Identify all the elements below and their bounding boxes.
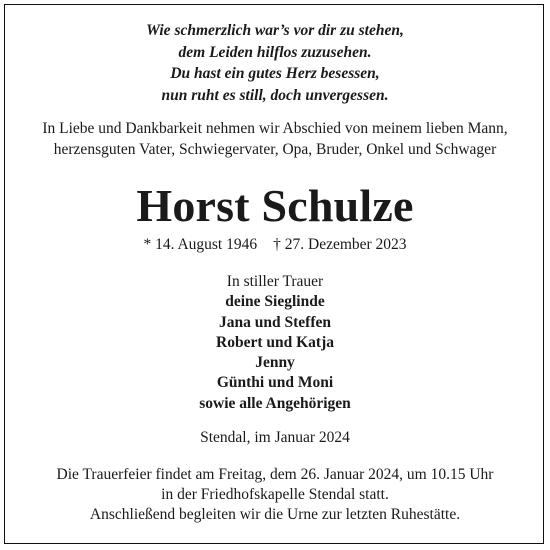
birth-date: * 14. August 1946 (143, 236, 258, 253)
funeral-line: Anschließend begleiten wir die Urne zur letzten Ruhestätte. (89, 505, 461, 523)
place-and-date: Stendal, im Januar 2024 (200, 429, 350, 446)
mourner-name: deine Sieglinde (225, 293, 325, 311)
memorial-poem (0, 20, 550, 106)
farewell-line: herzensguten Vater, Schwiegervater, Opa, Bruder, Onkel und Schwager (53, 140, 497, 158)
life-dates (0, 235, 550, 255)
mourner-name: Jana und Steffen (219, 313, 331, 331)
mourners-list (0, 272, 550, 414)
poem-line: Wie schmerzlich war’s vor dir zu stehen, (146, 22, 404, 39)
mourner-name: Günthi und Moni (216, 374, 334, 392)
poem-line: dem Leiden hilflos zuzusehen. (178, 43, 372, 61)
poem-line: Du hast ein gutes Herz besessen, (170, 65, 380, 82)
mourner-name: Robert und Katja (216, 333, 334, 351)
funeral-line: in der Friedhofskapelle Stendal statt. (161, 485, 389, 503)
mourner-name: sowie alle Angehörigen (199, 394, 351, 412)
poem-line: nun ruht es still, doch unvergessen. (161, 86, 389, 104)
mourner-name: Jenny (255, 354, 295, 372)
deceased-name: Horst Schulze (136, 180, 414, 231)
funeral-line: Die Trauerfeier findet am Freitag, dem 26. Januar 2024, um 10.15 Uhr (56, 466, 494, 483)
farewell-line: In Liebe und Dankbarkeit nehmen wir Abschied von meinem lieben Mann, (42, 120, 508, 137)
funeral-notice (0, 465, 550, 524)
farewell-statement (0, 119, 550, 160)
death-date: † 27. Dezember 2023 (273, 236, 407, 253)
mourners-heading: In stiller Trauer (226, 273, 324, 290)
